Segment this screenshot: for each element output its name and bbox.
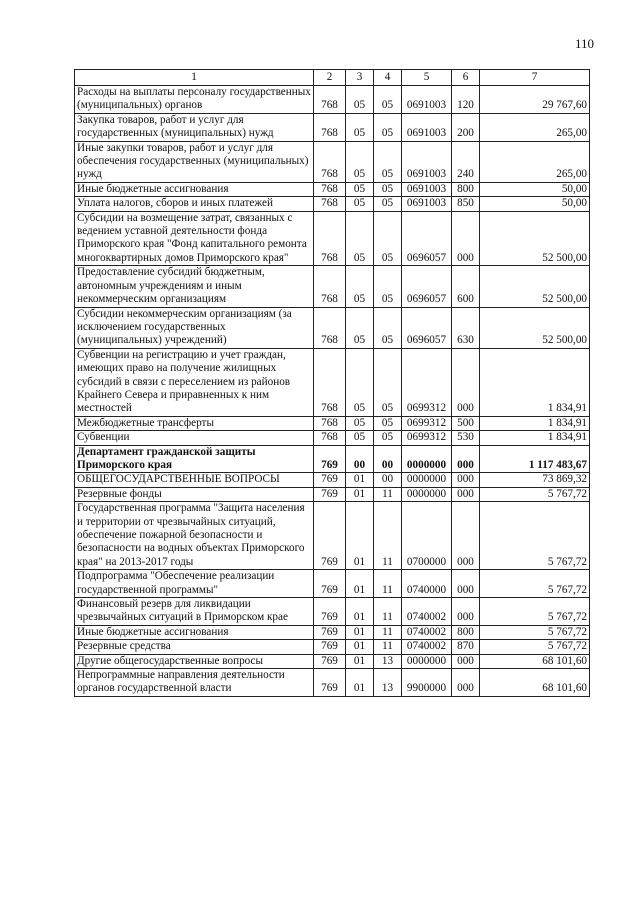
cell-section: 05 — [346, 416, 374, 430]
cell-section: 01 — [346, 502, 374, 570]
cell-section: 01 — [346, 598, 374, 626]
table-row — [75, 502, 590, 570]
cell-grbs: 769 — [314, 502, 346, 570]
cell-name: Иные бюджетные ассигнования — [75, 182, 314, 196]
cell-name: Закупка товаров, работ и услуг для государственных (муниципальных) нужд — [75, 113, 314, 141]
cell-target-article: 0691003 — [402, 86, 452, 114]
cell-grbs: 768 — [314, 211, 346, 266]
cell-section: 00 — [346, 445, 374, 473]
cell-subsection: 11 — [374, 570, 402, 598]
cell-section: 05 — [346, 211, 374, 266]
cell-target-article: 0000000 — [402, 654, 452, 668]
cell-grbs: 769 — [314, 570, 346, 598]
cell-grbs: 768 — [314, 86, 346, 114]
cell-section: 01 — [346, 625, 374, 639]
cell-amount: 68 101,60 — [480, 669, 590, 697]
budget-table — [74, 69, 590, 697]
cell-subsection: 05 — [374, 113, 402, 141]
cell-target-article: 0000000 — [402, 487, 452, 501]
cell-section: 05 — [346, 86, 374, 114]
cell-subsection: 11 — [374, 640, 402, 654]
table-row — [75, 211, 590, 266]
cell-name: Непрограммные направления деятельности органов государственной власти — [75, 669, 314, 697]
cell-target-article: 0696057 — [402, 307, 452, 348]
cell-amount: 52 500,00 — [480, 266, 590, 307]
cell-amount: 52 500,00 — [480, 211, 590, 266]
cell-section: 05 — [346, 141, 374, 182]
cell-subsection: 05 — [374, 182, 402, 196]
cell-expense-type: 530 — [452, 431, 480, 445]
cell-expense-type: 000 — [452, 669, 480, 697]
cell-subsection: 05 — [374, 431, 402, 445]
table-row — [75, 416, 590, 430]
cell-subsection: 05 — [374, 266, 402, 307]
cell-expense-type: 000 — [452, 348, 480, 416]
table-row — [75, 141, 590, 182]
cell-name: Уплата налогов, сборов и иных платежей — [75, 197, 314, 211]
cell-name: Финансовый резерв для ликвидации чрезвычайных ситуаций в Приморском крае — [75, 598, 314, 626]
cell-name: Субсидии на возмещение затрат, связанных с ведением уставной деятельности фонда Приморского края "Фонд капитального ремонта многоквартирных домов Приморского края" — [75, 211, 314, 266]
cell-subsection: 05 — [374, 211, 402, 266]
cell-grbs: 768 — [314, 307, 346, 348]
cell-name: Межбюджетные трансферты — [75, 416, 314, 430]
table-row — [75, 598, 590, 626]
cell-grbs: 769 — [314, 625, 346, 639]
cell-name: Резервные фонды — [75, 487, 314, 501]
cell-name: Предоставление субсидий бюджетным, автономным учреждениям и иным некоммерческим организациям — [75, 266, 314, 307]
cell-amount: 29 767,60 — [480, 86, 590, 114]
header-cell: 3 — [346, 70, 374, 86]
cell-name: Субвенции — [75, 431, 314, 445]
cell-grbs: 768 — [314, 266, 346, 307]
cell-amount: 52 500,00 — [480, 307, 590, 348]
cell-grbs: 769 — [314, 445, 346, 473]
cell-grbs: 768 — [314, 416, 346, 430]
cell-name: Субсидии некоммерческим организациям (за исключением государственных (муниципальных) учреждений) — [75, 307, 314, 348]
cell-grbs: 768 — [314, 431, 346, 445]
cell-name: Расходы на выплаты персоналу государственных (муниципальных) органов — [75, 86, 314, 114]
table-row — [75, 654, 590, 668]
cell-expense-type: 500 — [452, 416, 480, 430]
cell-amount: 5 767,72 — [480, 598, 590, 626]
cell-target-article: 0740000 — [402, 570, 452, 598]
cell-amount: 1 834,91 — [480, 416, 590, 430]
cell-amount: 265,00 — [480, 113, 590, 141]
cell-amount: 5 767,72 — [480, 570, 590, 598]
cell-target-article: 0740002 — [402, 640, 452, 654]
page-number: 110 — [574, 36, 594, 51]
table-row — [75, 307, 590, 348]
cell-section: 01 — [346, 669, 374, 697]
cell-section: 05 — [346, 182, 374, 196]
header-cell: 4 — [374, 70, 402, 86]
cell-target-article: 0699312 — [402, 348, 452, 416]
cell-amount: 1 834,91 — [480, 431, 590, 445]
table-row — [75, 266, 590, 307]
cell-grbs: 768 — [314, 141, 346, 182]
cell-target-article: 0691003 — [402, 113, 452, 141]
table-header-row — [75, 70, 590, 86]
cell-grbs: 769 — [314, 640, 346, 654]
cell-expense-type: 120 — [452, 86, 480, 114]
cell-target-article: 9900000 — [402, 669, 452, 697]
cell-expense-type: 630 — [452, 307, 480, 348]
cell-target-article: 0691003 — [402, 182, 452, 196]
table-row — [75, 570, 590, 598]
cell-expense-type: 600 — [452, 266, 480, 307]
table-row — [75, 445, 590, 473]
cell-name: Подпрограмма "Обеспечение реализации государственной программы" — [75, 570, 314, 598]
cell-section: 01 — [346, 487, 374, 501]
cell-subsection: 13 — [374, 669, 402, 697]
cell-grbs: 768 — [314, 182, 346, 196]
cell-target-article: 0700000 — [402, 502, 452, 570]
cell-target-article: 0000000 — [402, 445, 452, 473]
cell-grbs: 768 — [314, 197, 346, 211]
cell-amount: 1 834,91 — [480, 348, 590, 416]
cell-section: 01 — [346, 640, 374, 654]
table-row — [75, 473, 590, 487]
cell-subsection: 05 — [374, 416, 402, 430]
cell-grbs: 768 — [314, 348, 346, 416]
cell-section: 05 — [346, 431, 374, 445]
header-cell: 1 — [75, 70, 314, 86]
cell-subsection: 05 — [374, 307, 402, 348]
table-row — [75, 431, 590, 445]
table-row — [75, 348, 590, 416]
cell-target-article: 0691003 — [402, 141, 452, 182]
cell-target-article: 0699312 — [402, 416, 452, 430]
table-row — [75, 669, 590, 697]
cell-section: 01 — [346, 570, 374, 598]
cell-target-article: 0691003 — [402, 197, 452, 211]
cell-subsection: 11 — [374, 598, 402, 626]
cell-subsection: 05 — [374, 86, 402, 114]
cell-target-article: 0699312 — [402, 431, 452, 445]
cell-expense-type: 000 — [452, 654, 480, 668]
cell-amount: 73 869,32 — [480, 473, 590, 487]
cell-amount: 265,00 — [480, 141, 590, 182]
table-row — [75, 640, 590, 654]
table-row — [75, 113, 590, 141]
cell-name: Субвенции на регистрацию и учет граждан, имеющих право на получение жилищных субсидий в связи с переселением из районов Крайнего Севера и приравненных к ним местностей — [75, 348, 314, 416]
cell-subsection: 00 — [374, 445, 402, 473]
cell-grbs: 769 — [314, 473, 346, 487]
cell-subsection: 05 — [374, 197, 402, 211]
cell-target-article: 0000000 — [402, 473, 452, 487]
cell-expense-type: 000 — [452, 473, 480, 487]
cell-name: Департамент гражданской защиты Приморского края — [75, 445, 314, 473]
cell-amount: 5 767,72 — [480, 640, 590, 654]
cell-expense-type: 000 — [452, 211, 480, 266]
cell-grbs: 769 — [314, 598, 346, 626]
table-body — [75, 86, 590, 697]
cell-target-article: 0696057 — [402, 266, 452, 307]
cell-subsection: 05 — [374, 348, 402, 416]
cell-target-article: 0696057 — [402, 211, 452, 266]
cell-section: 05 — [346, 266, 374, 307]
cell-expense-type: 000 — [452, 487, 480, 501]
cell-amount: 5 767,72 — [480, 487, 590, 501]
cell-amount: 50,00 — [480, 182, 590, 196]
cell-amount: 68 101,60 — [480, 654, 590, 668]
table-row — [75, 86, 590, 114]
header-cell: 6 — [452, 70, 480, 86]
table-row — [75, 625, 590, 639]
cell-expense-type: 000 — [452, 570, 480, 598]
cell-amount: 5 767,72 — [480, 625, 590, 639]
cell-grbs: 769 — [314, 669, 346, 697]
table-row — [75, 197, 590, 211]
cell-section: 01 — [346, 654, 374, 668]
cell-subsection: 11 — [374, 625, 402, 639]
cell-name: Иные закупки товаров, работ и услуг для обеспечения государственных (муниципальных) нужд — [75, 141, 314, 182]
cell-section: 01 — [346, 473, 374, 487]
cell-target-article: 0740002 — [402, 625, 452, 639]
table-row — [75, 487, 590, 501]
cell-subsection: 11 — [374, 487, 402, 501]
cell-section: 05 — [346, 113, 374, 141]
cell-grbs: 769 — [314, 654, 346, 668]
cell-section: 05 — [346, 197, 374, 211]
cell-grbs: 768 — [314, 113, 346, 141]
cell-name: Иные бюджетные ассигнования — [75, 625, 314, 639]
cell-grbs: 769 — [314, 487, 346, 501]
header-cell: 5 — [402, 70, 452, 86]
cell-expense-type: 800 — [452, 625, 480, 639]
cell-section: 05 — [346, 348, 374, 416]
cell-expense-type: 870 — [452, 640, 480, 654]
table-row — [75, 182, 590, 196]
cell-expense-type: 240 — [452, 141, 480, 182]
cell-name: Резервные средства — [75, 640, 314, 654]
cell-expense-type: 000 — [452, 502, 480, 570]
cell-subsection: 13 — [374, 654, 402, 668]
cell-amount: 50,00 — [480, 197, 590, 211]
cell-expense-type: 200 — [452, 113, 480, 141]
cell-name: Государственная программа "Защита населения и территории от чрезвычайных ситуаций, обеспечение пожарной безопасности и безопасности на водных объектах Приморского края" на 2013-2017 годы — [75, 502, 314, 570]
cell-subsection: 05 — [374, 141, 402, 182]
cell-target-article: 0740002 — [402, 598, 452, 626]
cell-section: 05 — [346, 307, 374, 348]
cell-expense-type: 000 — [452, 598, 480, 626]
header-cell: 2 — [314, 70, 346, 86]
cell-subsection: 11 — [374, 502, 402, 570]
cell-subsection: 00 — [374, 473, 402, 487]
cell-expense-type: 800 — [452, 182, 480, 196]
cell-expense-type: 850 — [452, 197, 480, 211]
cell-name: ОБЩЕГОСУДАРСТВЕННЫЕ ВОПРОСЫ — [75, 473, 314, 487]
header-cell: 7 — [480, 70, 590, 86]
cell-amount: 1 117 483,67 — [480, 445, 590, 473]
cell-name: Другие общегосударственные вопросы — [75, 654, 314, 668]
cell-expense-type: 000 — [452, 445, 480, 473]
cell-amount: 5 767,72 — [480, 502, 590, 570]
